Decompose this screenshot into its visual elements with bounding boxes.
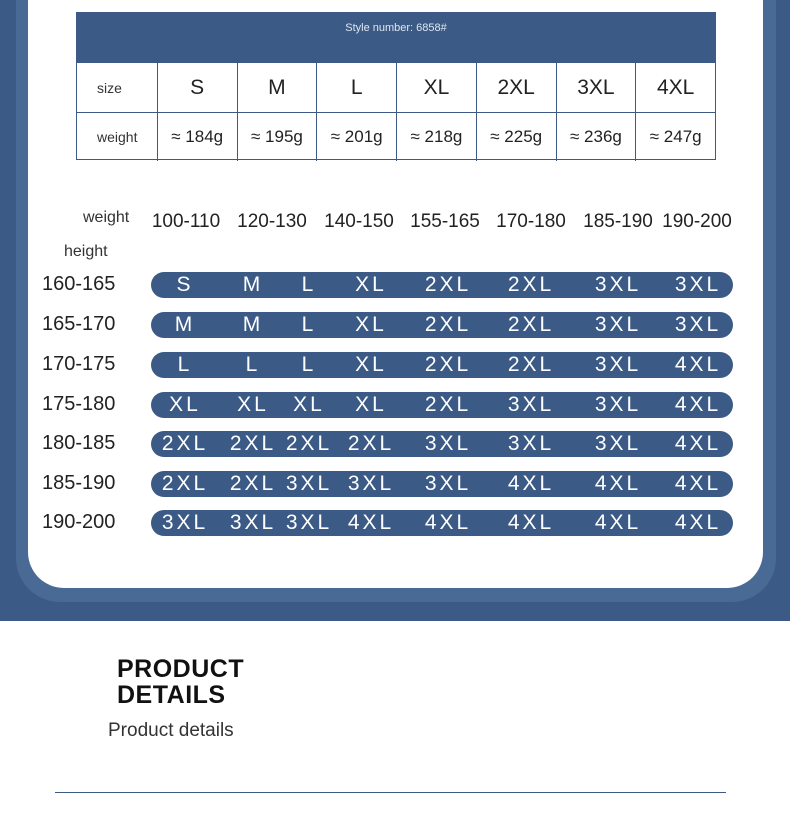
- recommended-size: S: [176, 273, 194, 296]
- height-range-label: 180-185: [42, 432, 116, 454]
- recommended-size: 2XL: [229, 472, 277, 495]
- height-range-label: 185-190: [42, 472, 116, 494]
- recommended-size: L: [301, 313, 317, 336]
- recommended-size: 3XL: [594, 393, 642, 416]
- product-details-subtitle: Product details: [108, 720, 234, 741]
- recommended-size: 4XL: [674, 432, 722, 455]
- recommended-size: 4XL: [674, 511, 722, 534]
- weight-row-label: weight: [97, 128, 138, 145]
- recommended-size: L: [177, 353, 193, 376]
- height-range-label: 190-200: [42, 511, 116, 533]
- recommended-size: 2XL: [161, 472, 209, 495]
- recommended-size: 3XL: [594, 313, 642, 336]
- weight-cell: ≈ 218g: [396, 112, 476, 161]
- recommended-size: 4XL: [674, 393, 722, 416]
- recommended-size: 2XL: [507, 313, 555, 336]
- size-cell: M: [237, 63, 317, 112]
- heading-line-2: DETAILS: [117, 681, 226, 709]
- weight-axis-label: weight: [83, 209, 130, 226]
- style-number-header: Style number: 6858#: [77, 13, 715, 63]
- recommended-size: 2XL: [507, 353, 555, 376]
- spec-table: [76, 12, 716, 160]
- weight-range-header: 190-200: [662, 211, 732, 232]
- recommended-size: 3XL: [285, 472, 333, 495]
- recommended-size: XL: [355, 273, 387, 296]
- recommended-size: 2XL: [424, 393, 472, 416]
- spec-weight-row: [77, 112, 715, 161]
- weight-range-header: 120-130: [237, 211, 307, 232]
- recommended-size: 3XL: [424, 472, 472, 495]
- size-row-pill: [151, 471, 733, 497]
- recommended-size: 3XL: [347, 472, 395, 495]
- weight-cell: ≈ 184g: [157, 112, 237, 161]
- weight-range-header: 140-150: [324, 211, 394, 232]
- recommended-size: 3XL: [594, 273, 642, 296]
- height-axis-label: height: [64, 243, 108, 260]
- recommended-size: L: [245, 353, 261, 376]
- size-cell: 4XL: [635, 63, 715, 112]
- recommended-size: XL: [169, 393, 201, 416]
- divider-line: [55, 792, 726, 793]
- recommended-size: 4XL: [507, 472, 555, 495]
- recommended-size: 2XL: [424, 353, 472, 376]
- recommended-size: 4XL: [674, 353, 722, 376]
- weight-range-header: 100-110: [151, 211, 221, 232]
- recommended-size: XL: [355, 353, 387, 376]
- spec-size-row: [77, 63, 715, 113]
- weight-cell: ≈ 247g: [635, 112, 715, 161]
- size-cell: 2XL: [476, 63, 556, 112]
- weight-cell: ≈ 195g: [237, 112, 317, 161]
- recommended-size: 2XL: [507, 273, 555, 296]
- recommended-size: 3XL: [424, 432, 472, 455]
- recommended-size: M: [242, 273, 264, 296]
- size-cell: S: [157, 63, 237, 112]
- recommended-size: 4XL: [594, 511, 642, 534]
- recommended-size: 3XL: [594, 432, 642, 455]
- recommended-size: 3XL: [507, 432, 555, 455]
- recommended-size: 3XL: [674, 273, 722, 296]
- product-details-heading: [117, 656, 244, 708]
- height-range-label: 160-165: [42, 273, 116, 295]
- height-range-label: 175-180: [42, 393, 116, 415]
- size-row-pill: [151, 352, 733, 378]
- recommended-size: 3XL: [285, 511, 333, 534]
- recommended-size: 2XL: [424, 273, 472, 296]
- recommended-size: L: [301, 273, 317, 296]
- size-row-label: size: [97, 79, 122, 96]
- size-row-pill: [151, 431, 733, 457]
- recommended-size: 2XL: [285, 432, 333, 455]
- recommended-size: XL: [293, 393, 325, 416]
- recommended-size: XL: [355, 393, 387, 416]
- recommended-size: 4XL: [594, 472, 642, 495]
- recommended-size: 3XL: [161, 511, 209, 534]
- height-range-label: 165-170: [42, 313, 116, 335]
- recommended-size: 3XL: [507, 393, 555, 416]
- recommended-size: 4XL: [674, 472, 722, 495]
- size-cell: L: [316, 63, 396, 112]
- size-cell: 3XL: [556, 63, 636, 112]
- weight-cell: ≈ 236g: [556, 112, 636, 161]
- size-row-pill: [151, 510, 733, 536]
- recommended-size: 4XL: [347, 511, 395, 534]
- recommended-size: L: [301, 353, 317, 376]
- weight-range-header: 155-165: [410, 211, 480, 232]
- recommended-size: 2XL: [229, 432, 277, 455]
- recommended-size: M: [242, 313, 264, 336]
- weight-cell: ≈ 201g: [316, 112, 396, 161]
- recommended-size: 2XL: [347, 432, 395, 455]
- recommended-size: 2XL: [424, 313, 472, 336]
- weight-range-header: 185-190: [583, 211, 653, 232]
- heading-line-1: PRODUCT: [117, 655, 245, 683]
- recommended-size: 2XL: [161, 432, 209, 455]
- recommended-size: 3XL: [594, 353, 642, 376]
- size-row-pill: [151, 312, 733, 338]
- recommended-size: M: [174, 313, 196, 336]
- size-cell: XL: [396, 63, 476, 112]
- size-row-pill: [151, 392, 733, 418]
- weight-cell: ≈ 225g: [476, 112, 556, 161]
- height-range-label: 170-175: [42, 353, 116, 375]
- recommended-size: 4XL: [424, 511, 472, 534]
- recommended-size: XL: [355, 313, 387, 336]
- size-row-pill: [151, 272, 733, 298]
- recommended-size: 3XL: [674, 313, 722, 336]
- recommended-size: XL: [237, 393, 269, 416]
- weight-range-header: 170-180: [496, 211, 566, 232]
- recommended-size: 4XL: [507, 511, 555, 534]
- recommended-size: 3XL: [229, 511, 277, 534]
